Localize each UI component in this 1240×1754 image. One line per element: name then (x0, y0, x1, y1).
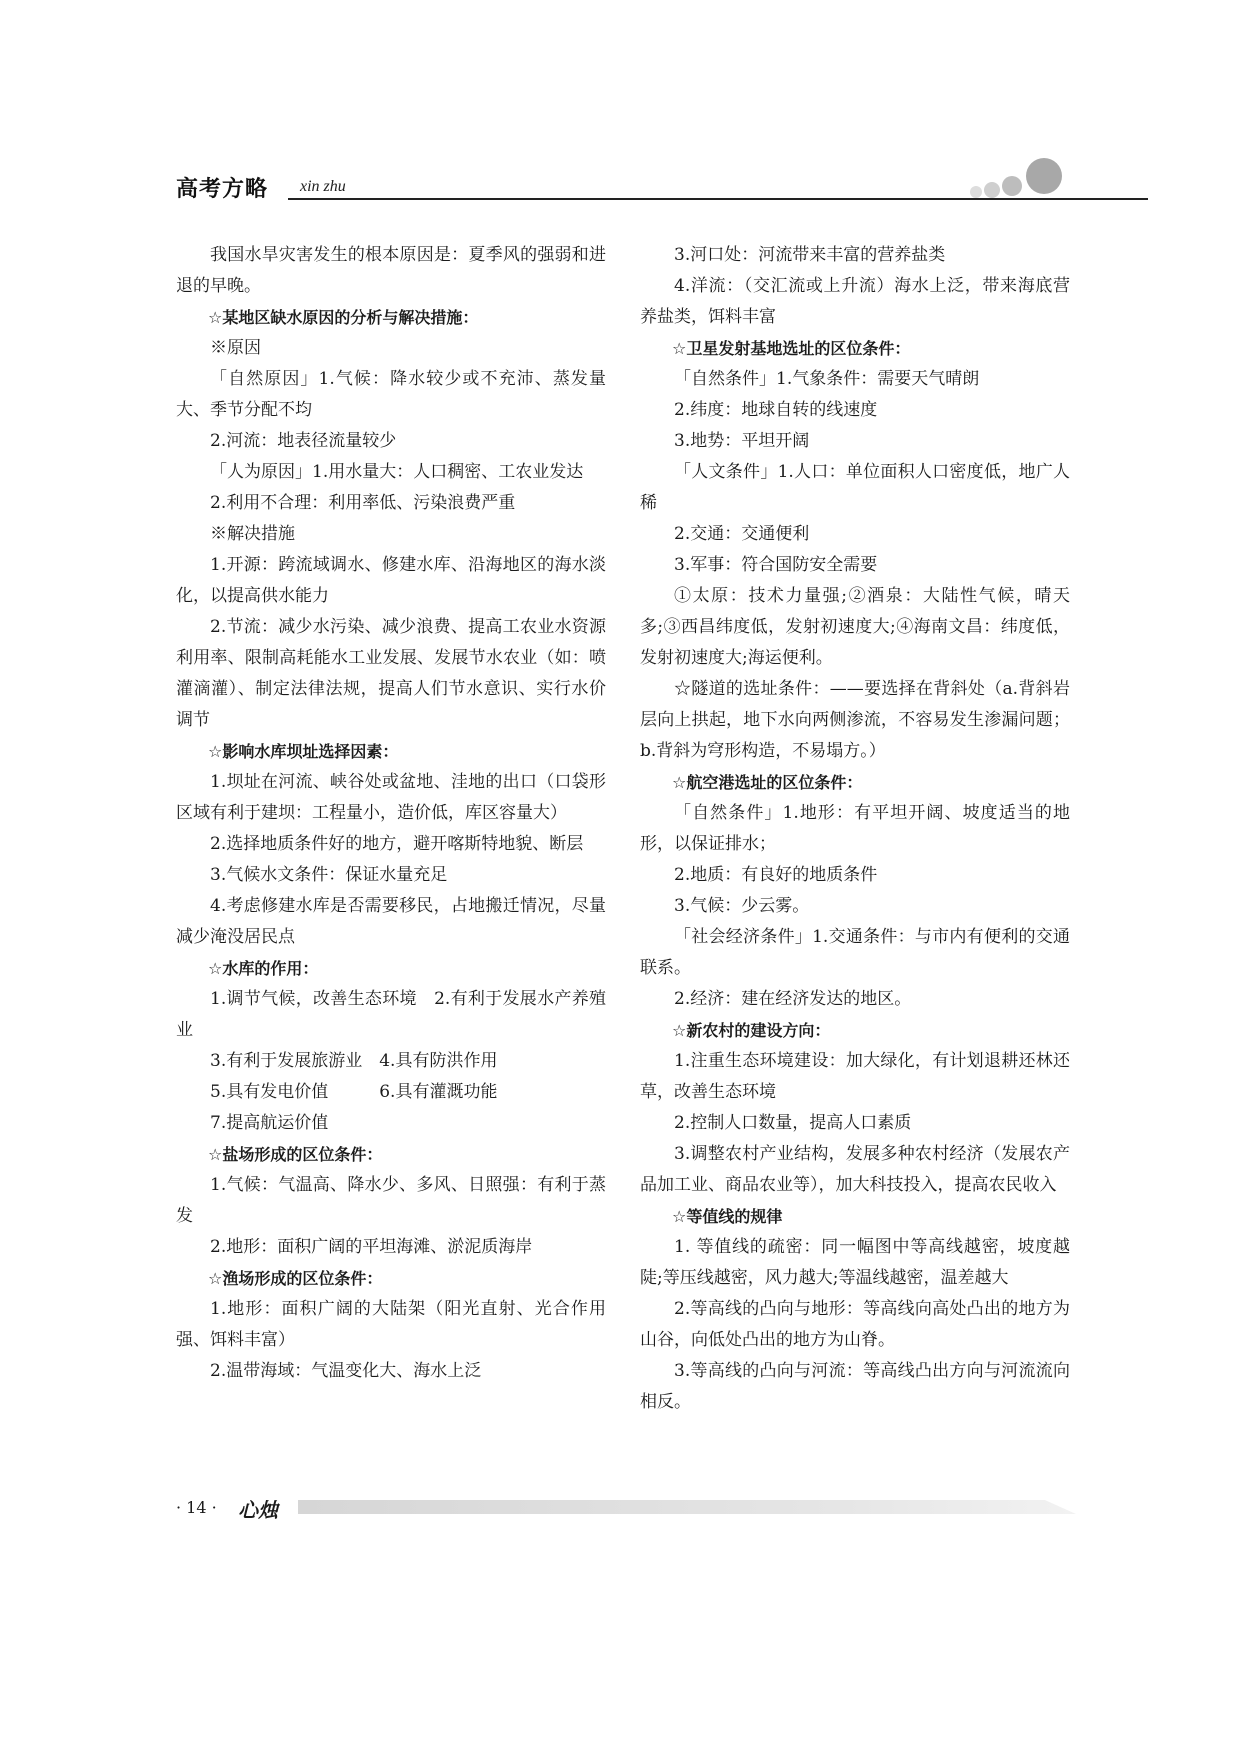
paragraph: 3.河口处：河流带来丰富的营养盐类 (674, 245, 946, 265)
paragraph: 3.军事：符合国防安全需要 (674, 555, 878, 575)
paragraph: 「自然条件」1.气象条件：需要天气晴朗 (674, 369, 980, 389)
paragraph: 7.提高航运价值 (210, 1113, 329, 1133)
paragraph: 我国水旱灾害发生的根本原因是：夏季风的强弱和进退的早晚。 (176, 245, 606, 296)
footer-band (298, 1500, 1076, 1514)
page-header (176, 156, 1076, 204)
left-column (176, 240, 606, 1387)
paragraph: 2.交通：交通便利 (674, 524, 810, 544)
paragraph: 「人文条件」1.人口：单位面积人口密度低，地广人稀 (640, 462, 1070, 513)
decorative-circles-icon (964, 156, 1076, 204)
paragraph: 1.开源：跨流域调水、修建水库、沿海地区的海水淡化，以提高供水能力 (176, 555, 606, 606)
page-footer (176, 1496, 1076, 1524)
section-heading: ☆新农村的建设方向： (672, 1021, 831, 1040)
paragraph: 4.考虑修建水库是否需要移民，占地搬迁情况，尽量减少淹没居民点 (176, 896, 606, 947)
header-brand: 高考方略 (176, 177, 269, 202)
section-heading: ☆影响水库坝址选择因素： (208, 742, 399, 761)
paragraph: 4.洋流：（交汇流或上升流）海水上泛，带来海底营养盐类，饵料丰富 (640, 276, 1070, 327)
paragraph: 3.地势：平坦开阔 (674, 431, 810, 451)
paragraph: 3.调整农村产业结构，发展多种农村经济（发展农产品加工业、商品农业等），加大科技投入，提高农民收入 (640, 1144, 1070, 1195)
header-subtitle: xin zhu (300, 178, 346, 195)
section-heading: ☆等值线的规律 (672, 1207, 783, 1226)
paragraph: 3.气候水文条件：保证水量充足 (210, 865, 448, 885)
paragraph: 3.气候：少云雾。 (674, 896, 810, 916)
paragraph: 3.有利于发展旅游业 4.具有防洪作用 (210, 1051, 498, 1071)
right-column (640, 240, 1070, 1418)
page-number: · 14 · (176, 1498, 217, 1517)
paragraph: 2.利用不合理：利用率低、污染浪费严重 (210, 493, 516, 513)
paragraph: 2.等高线的凸向与地形：等高线向高处凸出的地方为山谷，向低处凸出的地方为山脊。 (640, 1299, 1070, 1350)
paragraph: 2.节流：减少水污染、减少浪费、提高工农业水资源利用率、限制高耗能水工业发展、发展节水农业（如：喷灌滴灌）、制定法律法规，提高人们节水意识、实行水价调节 (176, 617, 606, 730)
section-heading: ☆水库的作用： (208, 959, 319, 978)
paragraph: 2.地形：面积广阔的平坦海滩、淤泥质海岸 (210, 1237, 533, 1257)
paragraph: 「自然原因」1.气候：降水较少或不充沛、蒸发量大、季节分配不均 (176, 369, 607, 420)
paragraph: 2.控制人口数量，提高人口素质 (674, 1113, 912, 1133)
paragraph: 3.等高线的凸向与河流：等高线凸出方向与河流流向相反。 (640, 1361, 1070, 1412)
paragraph: 1.气候：气温高、降水少、多风、日照强：有利于蒸发 (176, 1175, 606, 1226)
section-heading: ☆卫星发射基地选址的区位条件： (672, 339, 911, 358)
paragraph: 5.具有发电价值 6.具有灌溉功能 (210, 1082, 498, 1102)
paragraph: 1. 等值线的疏密：同一幅图中等高线越密，坡度越陡;等压线越密，风力越大;等温线越密，温差越大 (640, 1237, 1070, 1288)
paragraph: ☆隧道的选址条件：——要选择在背斜处（a.背斜岩层向上拱起，地下水向两侧渗流，不容易发生渗漏问题；b.背斜为穹形构造，不易塌方。） (640, 679, 1070, 761)
paragraph: 1.注重生态环境建设：加大绿化，有计划退耕还林还草，改善生态环境 (640, 1051, 1070, 1102)
paragraph: ①太原：技术力量强;②酒泉：大陆性气候，晴天多;③西昌纬度低，发射初速度大;④海南文昌：纬度低，发射初速度大;海运便利。 (640, 586, 1070, 668)
paragraph: 2.纬度：地球自转的线速度 (674, 400, 878, 420)
journal-title: 心烛 (238, 1498, 278, 1522)
paragraph: ※原因 (210, 338, 261, 358)
paragraph: 2.经济：建在经济发达的地区。 (674, 989, 912, 1009)
paragraph: ※解决措施 (210, 524, 295, 544)
section-heading: ☆盐场形成的区位条件： (208, 1145, 383, 1164)
paragraph: 1.坝址在河流、峡谷处或盆地、洼地的出口（口袋形区域有利于建坝：工程量小，造价低，库区容量大） (176, 772, 606, 823)
paragraph: 「人为原因」1.用水量大：人口稠密、工农业发达 (210, 462, 584, 482)
paragraph: 「自然条件」1.地形：有平坦开阔、坡度适当的地形，以保证排水； (640, 803, 1071, 854)
section-heading: ☆航空港选址的区位条件： (672, 773, 863, 792)
paragraph: 2.河流：地表径流量较少 (210, 431, 397, 451)
paragraph: 「社会经济条件」1.交通条件：与市内有便利的交通联系。 (640, 927, 1070, 978)
section-heading: ☆某地区缺水原因的分析与解决措施： (208, 308, 479, 327)
paragraph: 1.地形：面积广阔的大陆架（阳光直射、光合作用强、饵料丰富） (176, 1299, 606, 1350)
section-heading: ☆渔场形成的区位条件： (208, 1269, 383, 1288)
paragraph: 2.选择地质条件好的地方，避开喀斯特地貌、断层 (210, 834, 584, 854)
paragraph: 1.调节气候，改善生态环境 2.有利于发展水产养殖业 (176, 989, 606, 1040)
paragraph: 2.温带海域：气温变化大、海水上泛 (210, 1361, 482, 1381)
paragraph: 2.地质：有良好的地质条件 (674, 865, 878, 885)
